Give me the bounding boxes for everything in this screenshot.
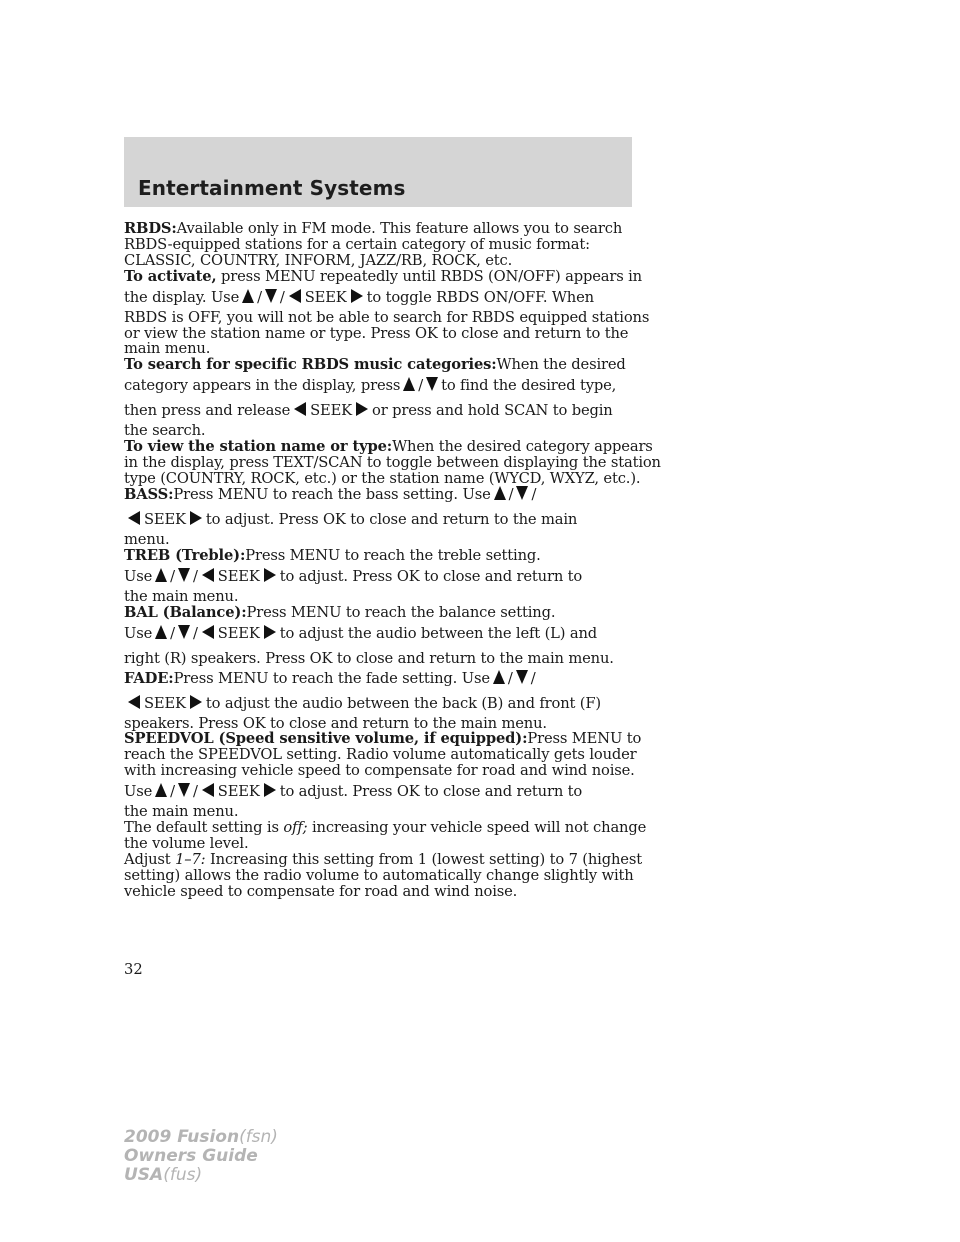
seek-left-icon bbox=[294, 402, 306, 416]
paragraph-bal: BAL (Balance):Press MENU to reach the balance setting. Use / / SEEK to adjust the audio between the left (L) and right (R) speakers. Press OK to close and return to the main menu. bbox=[124, 603, 614, 667]
paragraph-search: To search for specific RBDS music categories:When the desired category appears in the display, press / to find the desired type, then press and release SEEK or press and hold SCAN to begin the search. bbox=[124, 356, 626, 440]
up-arrow-icon bbox=[155, 625, 167, 639]
paragraph-adjust: Adjust 1–7: Increasing this setting from 1 (lowest setting) to 7 (highest setting) allows the radio volume to automatically change slightly with vehicle speed to compensate for road and wind noise. bbox=[124, 850, 642, 900]
term-view: To view the station name or type: bbox=[124, 438, 393, 456]
up-arrow-icon bbox=[403, 377, 415, 391]
paragraph-speedvol: SPEEDVOL (Speed sensitive volume, if equipped):Press MENU to reach the SPEEDVOL setting. Radio volume automatically gets louder with increasing vehicle speed to compensate for road and wind noise. Use / / SEEK to adjust. Press OK to close and return to the main menu. bbox=[124, 730, 642, 821]
seek-right-icon bbox=[351, 289, 363, 303]
seek-right-icon bbox=[264, 625, 276, 639]
down-arrow-icon bbox=[265, 289, 277, 303]
up-arrow-icon bbox=[155, 783, 167, 797]
term-rbds: RBDS: bbox=[124, 220, 177, 237]
term-bass: BASS: bbox=[124, 485, 174, 503]
down-arrow-icon bbox=[178, 568, 190, 582]
page-number: 32 bbox=[124, 961, 143, 978]
paragraph-default: The default setting is off; increasing your vehicle speed will not change the volume level. bbox=[124, 819, 647, 852]
seek-left-icon bbox=[289, 289, 301, 303]
term-speedvol: SPEEDVOL (Speed sensitive volume, if equipped): bbox=[124, 730, 528, 748]
document-footer: 2009 Fusion(fsn) Owners Guide USA(fus) bbox=[124, 1127, 278, 1185]
seek-left-icon bbox=[202, 568, 214, 582]
term-activate: To activate, bbox=[124, 267, 217, 285]
term-bal: BAL (Balance): bbox=[124, 603, 247, 621]
seek-right-icon bbox=[356, 402, 368, 416]
manual-content bbox=[124, 220, 661, 900]
term-fade: FADE: bbox=[124, 669, 174, 687]
seek-right-icon bbox=[190, 511, 202, 525]
seek-left-icon bbox=[128, 695, 140, 709]
down-arrow-icon bbox=[178, 625, 190, 639]
paragraph-fade: FADE:Press MENU to reach the fade setting. Use / / SEEK to adjust the audio between the back (B) and front (F) speakers. Press OK to close and return to the main menu. bbox=[124, 669, 601, 732]
seek-left-icon bbox=[128, 511, 140, 525]
seek-right-icon bbox=[264, 783, 276, 797]
up-arrow-icon bbox=[493, 670, 505, 684]
paragraph-rbds: RBDS:Available only in FM mode. This feature allows you to search RBDS-equipped stations for a certain category of music format: CLASSIC, COUNTRY, INFORM, JAZZ/RB, ROCK, etc. bbox=[124, 220, 623, 269]
down-arrow-icon bbox=[426, 377, 438, 391]
seek-right-icon bbox=[190, 695, 202, 709]
up-arrow-icon bbox=[494, 486, 506, 500]
term-search: To search for specific RBDS music categories: bbox=[124, 356, 497, 374]
term-treb: TREB (Treble): bbox=[124, 546, 246, 564]
seek-left-icon bbox=[202, 783, 214, 797]
paragraph-view: To view the station name or type:When the desired category appears in the display, press TEXT/SCAN to toggle between displaying the station type (COUNTRY, ROCK, etc.) or the station name (WYCD, WXYZ, etc.). bbox=[124, 438, 661, 487]
down-arrow-icon bbox=[178, 783, 190, 797]
up-arrow-icon bbox=[155, 568, 167, 582]
paragraph-treb: TREB (Treble):Press MENU to reach the treble setting. Use / / SEEK to adjust. Press OK to close and return to the main menu. bbox=[124, 546, 583, 605]
seek-right-icon bbox=[264, 568, 276, 582]
section-header-band bbox=[124, 137, 632, 207]
paragraph-activate: To activate, press MENU repeatedly until RBDS (ON/OFF) appears in the display. Use / / SEEK to toggle RBDS ON/OFF. When RBDS is OFF, you will not be able to search for RBDS equipped stations or view the station name or type. Press OK to close and return to the main menu. bbox=[124, 267, 650, 358]
down-arrow-icon bbox=[516, 486, 528, 500]
seek-left-icon bbox=[202, 625, 214, 639]
down-arrow-icon bbox=[516, 670, 528, 684]
up-arrow-icon bbox=[242, 289, 254, 303]
section-title: Entertainment Systems bbox=[138, 176, 406, 200]
paragraph-bass: BASS:Press MENU to reach the bass setting. Use / / SEEK to adjust. Press OK to close and return to the main menu. bbox=[124, 485, 578, 548]
